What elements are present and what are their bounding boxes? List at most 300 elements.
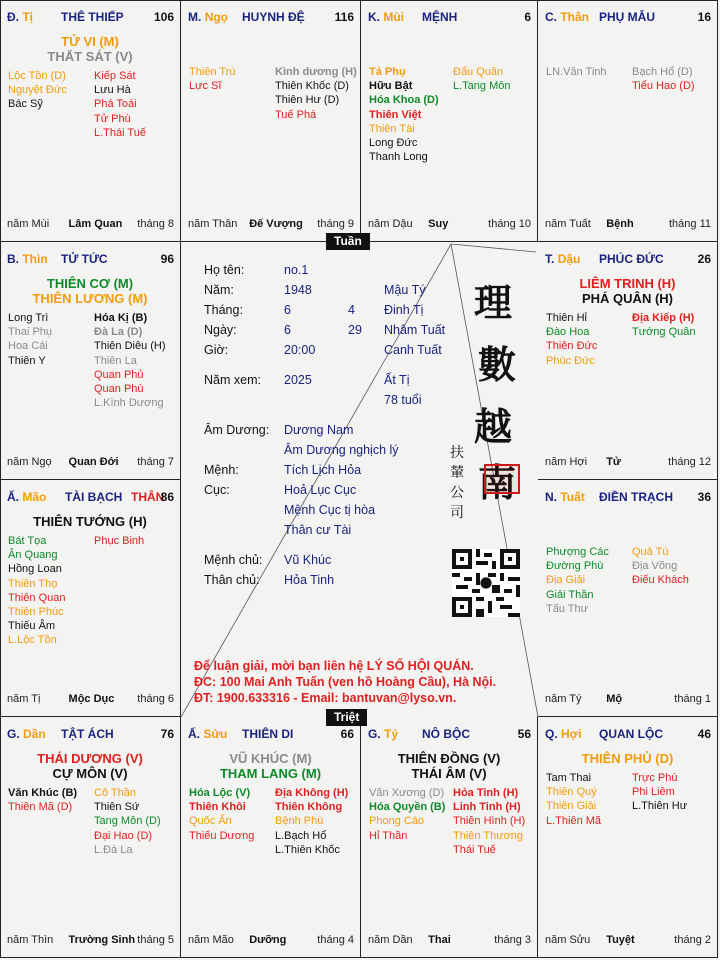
palace-dan — [0, 717, 181, 958]
minor-star: Linh Tinh (H) — [453, 801, 521, 814]
left-star-list — [369, 786, 445, 843]
palace-mao — [0, 480, 181, 717]
minor-star: Thanh Long — [369, 151, 428, 164]
palace-branch-name: Dậu — [557, 252, 581, 266]
calligraphy-small-2: 輦 — [450, 465, 464, 481]
minor-star: Văn Xương (D) — [369, 787, 445, 799]
palace-year: năm Mão — [188, 934, 234, 946]
palace-branch-name: Mão — [22, 490, 47, 504]
major-star: THAM LANG (M) — [219, 766, 322, 781]
palace-branch — [188, 727, 227, 741]
palace-month: tháng 8 — [137, 218, 174, 230]
nam-value: 1948 — [284, 283, 312, 297]
palace-number: 86 — [160, 490, 174, 504]
palace-footer — [188, 934, 354, 947]
palace-year: năm Tị — [7, 693, 41, 705]
palace-branch — [7, 252, 48, 266]
palace-stage: Thai — [428, 934, 451, 946]
palace-header — [188, 727, 354, 741]
palace-number: 106 — [153, 10, 174, 24]
palace-stage: Mộ — [606, 693, 623, 705]
nam-xem-can-chi: Ất Tị — [384, 373, 410, 387]
palace-dau — [538, 242, 718, 480]
minor-star: Tiểu Hao (D) — [632, 80, 695, 93]
major-star: TỬ VI (M) — [61, 34, 119, 49]
minor-star: Thiên Tài — [369, 122, 415, 135]
palace-month: tháng 5 — [137, 934, 174, 946]
palace-year: năm Mùi — [7, 218, 50, 230]
minor-star: Điếu Khách — [632, 574, 689, 587]
palace-suu — [181, 717, 361, 958]
palace-number: 26 — [697, 252, 711, 266]
minor-star: Hóa Kị (B) — [94, 312, 148, 324]
palace-branch — [545, 490, 585, 504]
palace-month: tháng 11 — [668, 218, 711, 230]
palace-stage: Lâm Quan — [68, 218, 123, 230]
minor-star: Bát Tọa — [8, 535, 47, 547]
minor-star: Thiếu Dương — [189, 829, 255, 842]
palace-stem: Ấ. — [7, 490, 19, 504]
minor-star: Ân Quang — [8, 549, 58, 562]
minor-star: Đại Hao (D) — [94, 829, 153, 842]
minor-star: Quan Phù — [94, 383, 144, 396]
major-star: THẤT SÁT (V) — [47, 49, 133, 64]
palace-branch — [545, 252, 580, 266]
palace-month: tháng 9 — [317, 218, 354, 230]
palace-month: tháng 1 — [674, 693, 711, 705]
ho-ten-value: no.1 — [284, 263, 309, 277]
palace-month: tháng 4 — [317, 934, 354, 946]
palace-name: QUAN LỘC — [599, 727, 663, 741]
minor-star: Kiếp Sát — [94, 70, 136, 82]
palace-footer — [368, 218, 531, 231]
minor-star: Phúc Đức — [546, 354, 595, 367]
tuan-marker: Tuần — [326, 233, 370, 250]
palace-footer — [188, 218, 354, 231]
left-star-list — [546, 311, 597, 368]
palace-footer — [545, 693, 711, 706]
palace-month: tháng 10 — [488, 218, 531, 230]
right-star-list — [632, 65, 695, 93]
left-star-list — [369, 65, 439, 164]
palace-month: tháng 3 — [494, 934, 531, 946]
palace-header — [545, 10, 711, 24]
palace-branch — [545, 727, 582, 741]
palace-header — [188, 10, 354, 24]
palace-year: năm Sửu — [545, 934, 591, 946]
minor-star: Quốc Ấn — [189, 815, 232, 828]
right-star-list — [632, 545, 689, 588]
palace-branch-name: Sửu — [203, 727, 228, 741]
gio-can-chi: Canh Tuất — [384, 343, 442, 357]
minor-star: Quan Phủ — [94, 368, 144, 381]
major-star: THIÊN CƠ (M) — [46, 276, 134, 291]
than-chu-value: Hỏa Tinh — [284, 573, 335, 587]
palace-number: 36 — [697, 490, 711, 504]
minor-star: Quả Tú — [632, 546, 669, 558]
minor-star: L.Bạch Hổ — [275, 829, 327, 842]
major-star: THÁI DƯƠNG (V) — [37, 751, 143, 766]
minor-star: Kình dương (H) — [275, 66, 357, 78]
palace-month: tháng 6 — [137, 693, 174, 705]
calligraphy-small-1: 扶 — [450, 445, 464, 461]
right-star-list — [275, 65, 357, 122]
right-star-list — [94, 534, 144, 548]
minor-star: Địa Võng — [632, 560, 678, 573]
palace-branch-name: Tuất — [560, 490, 585, 504]
palace-branch — [368, 727, 398, 741]
palace-number: 56 — [517, 727, 531, 741]
cuc-value: Hoả Lục Cục — [284, 483, 357, 497]
minor-star: Phong Cáo — [369, 815, 425, 828]
minor-star: Thiên Thương — [453, 829, 524, 842]
minor-star: Thái Tuế — [453, 843, 496, 856]
minor-star: Hỉ Thần — [369, 829, 408, 842]
minor-star: L.Tang Môn — [453, 80, 511, 93]
palace-stem: C. — [545, 10, 557, 24]
minor-star: Hỏa Tinh (H) — [453, 787, 519, 799]
palace-header — [368, 727, 531, 741]
minor-star: Tuế Phá — [275, 108, 317, 121]
minor-star: Văn Khúc (B) — [8, 787, 78, 799]
palace-stem: Ấ. — [188, 727, 200, 741]
calligraphy-char-2: 數 — [478, 342, 517, 387]
major-star: LIÊM TRINH (H) — [579, 276, 676, 291]
minor-star: Thiên Không — [275, 801, 343, 814]
minor-star: LN.Văn Tinh — [546, 66, 607, 78]
left-star-list — [189, 65, 235, 93]
palace-month: tháng 12 — [668, 456, 711, 468]
gio-label: Giờ: — [204, 343, 229, 357]
palace-number: 6 — [524, 10, 531, 24]
minor-star: L.Lộc Tồn — [8, 634, 57, 647]
minor-star: Thiên Đức — [546, 340, 598, 353]
palace-year: năm Tuất — [545, 218, 591, 230]
nam-label: Năm: — [204, 283, 234, 297]
minor-star: L.Thiên Khốc — [275, 843, 340, 856]
calligraphy-small-3: 公 — [450, 485, 464, 501]
left-star-list — [546, 65, 607, 79]
palace-tuat — [538, 480, 718, 717]
minor-star: Thiên Hình (H) — [453, 815, 526, 828]
palace-header — [7, 10, 174, 24]
minor-star: Bệnh Phù — [275, 815, 324, 828]
palace-thin — [0, 242, 181, 480]
palace-stem: B. — [7, 252, 19, 266]
palace-stem: K. — [368, 10, 380, 24]
than-chu-label: Thân chủ: — [204, 573, 260, 587]
palace-number: 76 — [160, 727, 174, 741]
gio-value: 20:00 — [284, 343, 316, 357]
menh-value: Tích Lịch Hỏa — [284, 463, 362, 477]
minor-star: Địa Giải — [546, 574, 586, 587]
minor-star: Hữu Bật — [369, 80, 413, 93]
minor-star: Giải Thần — [546, 588, 594, 601]
palace-number: 96 — [160, 252, 174, 266]
palace-name: MỆNH — [422, 10, 458, 24]
minor-star: Nguyệt Đức — [8, 84, 67, 97]
minor-star: Long Đức — [369, 137, 418, 150]
palace-branch — [368, 10, 404, 24]
palace-branch — [7, 490, 46, 504]
palace-stem: Đ. — [7, 10, 19, 24]
palace-branch-name: Hợi — [561, 727, 582, 741]
right-star-list — [94, 311, 166, 410]
thang-am: 4 — [348, 303, 355, 317]
calligraphy-char-3: 越 — [474, 404, 513, 449]
right-star-list — [453, 786, 525, 857]
palace-stage: Tuyệt — [606, 934, 635, 946]
minor-star: Thiếu Âm — [8, 620, 56, 633]
palace-branch-name: Ngọ — [204, 10, 229, 24]
menh-label: Mệnh: — [204, 463, 239, 477]
palace-stem: N. — [545, 490, 557, 504]
left-star-list — [546, 771, 601, 828]
left-star-list — [8, 534, 65, 648]
palace-stem: G. — [7, 727, 20, 741]
left-star-list — [189, 786, 254, 843]
right-star-list — [94, 69, 146, 140]
minor-star: Hoa Cái — [8, 340, 48, 353]
right-star-list — [632, 771, 687, 814]
minor-star: L.Đà La — [94, 843, 133, 856]
minor-star: Hóa Lộc (V) — [189, 787, 251, 799]
palace-name: TẬT ÁCH — [61, 727, 114, 741]
palace-name: TỬ TỨC — [61, 252, 108, 266]
minor-star: Thiên Khốc (D) — [275, 80, 349, 93]
minor-star: L.Thái Tuế — [94, 126, 146, 139]
palace-ty — [361, 717, 538, 958]
minor-star: Thiên Khôi — [189, 801, 246, 814]
palace-branch-name: Tý — [384, 727, 399, 741]
right-star-list — [94, 786, 161, 857]
minor-star: Địa Không (H) — [275, 787, 349, 799]
palace-branch-name: Thân — [560, 10, 590, 24]
ngay-label: Ngày: — [204, 323, 237, 337]
major-star: THIÊN LƯƠNG (M) — [32, 291, 148, 306]
palace-year: năm Dần — [368, 934, 413, 946]
nam-xem-label: Năm xem: — [204, 373, 261, 387]
minor-star: Thiên La — [94, 354, 137, 367]
qr-code — [452, 549, 520, 617]
palace-stem: M. — [188, 10, 202, 24]
palace-ngo — [181, 0, 361, 242]
palace-stage: Dưỡng — [249, 934, 287, 946]
minor-star: Địa Kiếp (H) — [632, 312, 695, 324]
ngay-can-chi: Nhâm Tuất — [384, 323, 446, 337]
minor-star: Hóa Quyền (B) — [369, 801, 446, 814]
major-star: THIÊN ĐỒNG (V) — [397, 751, 501, 766]
right-star-list — [632, 311, 696, 339]
menh-chu-value: Vũ Khúc — [284, 553, 332, 567]
palace-branch — [7, 727, 46, 741]
minor-star: Long Trì — [8, 312, 49, 324]
palace-footer — [7, 456, 174, 469]
minor-star: Bạch Hổ (D) — [632, 66, 693, 78]
minor-star: Tấu Thư — [546, 602, 589, 615]
palace-footer — [7, 218, 174, 231]
minor-star: Phục Binh — [94, 535, 145, 547]
major-star: VŨ KHÚC (M) — [229, 751, 312, 766]
palace-name: PHÚC ĐỨC — [599, 252, 664, 266]
contact-phone-email[interactable]: ĐT: 1900.633316 - Email: bantuvan@lyso.vn. — [194, 691, 457, 705]
right-star-list — [453, 65, 510, 93]
minor-star: Thiên Mã (D) — [8, 801, 73, 814]
than-cu-note: Thân cư Tài — [284, 523, 352, 537]
palace-stem: G. — [368, 727, 381, 741]
minor-star: Thiên Trù — [189, 66, 236, 78]
minor-star: Tam Thai — [546, 772, 592, 784]
palace-header — [545, 490, 711, 504]
left-star-list — [8, 786, 77, 814]
palace-year: năm Dậu — [368, 218, 413, 230]
am-duong-value: Dương Nam — [284, 423, 354, 437]
thang-label: Tháng: — [204, 303, 243, 317]
minor-star: Thiên Thọ — [8, 577, 58, 590]
minor-star: Lưu Hà — [94, 84, 131, 97]
minor-star: Phi Liêm — [632, 786, 675, 799]
major-star: THÁI ÂM (V) — [411, 766, 487, 781]
minor-star: Thiên Quan — [8, 591, 66, 604]
palace-branch — [7, 10, 33, 24]
cuc-label: Cục: — [204, 483, 230, 497]
right-star-list — [275, 786, 348, 857]
ngay-value: 6 — [284, 323, 291, 337]
palace-stage: Mộc Dục — [68, 693, 115, 705]
minor-star: Lực Sĩ — [189, 80, 222, 93]
palace-number: 16 — [697, 10, 711, 24]
minor-star: Thiên Sứ — [94, 801, 140, 814]
palace-branch — [188, 10, 228, 24]
minor-star: Tử Phù — [94, 112, 131, 125]
contact-line-1: Để luận giải, mời bạn liên hệ LÝ SỐ HỘI QUÁN. — [194, 659, 474, 673]
minor-star: L.Thiên Mã — [546, 814, 602, 827]
palace-year: năm Ngọ — [7, 456, 52, 468]
palace-footer — [545, 218, 711, 231]
palace-footer — [368, 934, 531, 947]
cuc-note: Mệnh Cục tị hòa — [284, 503, 376, 517]
minor-star: Hồng Loan — [8, 563, 62, 576]
minor-star: Thiên Hỉ — [546, 312, 587, 324]
minor-star: L.Kình Dương — [94, 397, 164, 410]
palace-name: PHỤ MẪU — [599, 10, 655, 24]
palace-name: NÔ BỘC — [422, 727, 470, 741]
am-duong-label: Âm Dương: — [204, 423, 270, 437]
palace-year: năm Thìn — [7, 934, 54, 946]
than-marker: THÂN — [131, 490, 165, 504]
minor-star: Tang Môn (D) — [94, 815, 161, 828]
minor-star: Thiên Y — [8, 354, 46, 367]
palace-footer — [7, 934, 174, 947]
palace-month: tháng 7 — [137, 456, 174, 468]
minor-star: Thiên Việt — [369, 108, 422, 121]
calligraphy-char-4: 南 — [478, 460, 517, 505]
minor-star: Lộc Tồn (D) — [8, 70, 66, 82]
minor-star: Đà La (D) — [94, 326, 143, 339]
left-star-list — [8, 311, 52, 368]
palace-name: THÊ THIẾP — [61, 10, 124, 24]
major-star: THIÊN TƯỚNG (H) — [33, 514, 147, 529]
menh-chu-label: Mệnh chủ: — [204, 553, 263, 567]
palace-stage: Quan Đới — [68, 456, 119, 468]
palace-name: ĐIỀN TRẠCH — [599, 490, 673, 504]
palace-branch-name: Thìn — [22, 252, 48, 266]
palace-hoi — [538, 717, 718, 958]
palace-than — [538, 0, 718, 242]
palace-number: 116 — [334, 10, 354, 24]
palace-name: TÀI BẠCH — [65, 490, 123, 504]
palace-month: tháng 2 — [674, 934, 711, 946]
tuoi-value: 78 tuổi — [384, 393, 422, 407]
palace-stem: T. — [545, 252, 555, 266]
palace-number: 46 — [697, 727, 711, 741]
minor-star: Phá Toái — [94, 98, 137, 111]
palace-stage: Trường Sinh — [68, 934, 136, 946]
palace-footer — [545, 456, 711, 469]
nam-xem-value: 2025 — [284, 373, 312, 387]
palace-number: 66 — [340, 727, 354, 741]
minor-star: L.Thiên Hư — [632, 800, 688, 813]
palace-name: THIÊN DI — [242, 727, 294, 741]
palace-year: năm Tý — [545, 693, 582, 705]
minor-star: Đẩu Quân — [453, 66, 504, 78]
left-star-list — [546, 545, 609, 616]
palace-branch — [545, 10, 589, 24]
palace-stage: Đế Vượng — [249, 218, 303, 230]
minor-star: Cô Thần — [94, 787, 136, 799]
palace-header — [7, 252, 174, 266]
palace-header — [368, 10, 531, 24]
major-star: PHÁ QUÂN (H) — [582, 291, 673, 306]
minor-star: Thiên Hư (D) — [275, 94, 340, 107]
minor-star: Thiên Quý — [546, 786, 597, 799]
am-duong-note: Âm Dương nghịch lý — [284, 443, 399, 457]
minor-star: Trực Phù — [632, 772, 678, 784]
palace-name: HUYNH ĐỆ — [242, 10, 305, 24]
thang-value: 6 — [284, 303, 291, 317]
minor-star: Thiên Phúc — [8, 606, 64, 619]
palace-stage: Bệnh — [606, 218, 634, 230]
palace-year: năm Hợi — [545, 456, 588, 468]
major-star: CỰ MÔN (V) — [52, 766, 128, 781]
minor-star: Thiên Giải — [546, 800, 597, 813]
minor-star: Phượng Các — [546, 546, 609, 558]
palace-footer — [545, 934, 711, 947]
major-star: THIÊN PHỦ (D) — [581, 751, 674, 766]
calligraphy-small-4: 司 — [450, 505, 464, 521]
minor-star: Tả Phụ — [369, 66, 406, 78]
palace-year: năm Thân — [188, 218, 238, 230]
thang-can-chi: Đinh Tị — [384, 303, 424, 317]
palace-footer — [7, 693, 174, 706]
palace-stage: Tử — [606, 456, 621, 468]
minor-star: Tướng Quân — [632, 326, 696, 339]
palace-ti — [0, 0, 181, 242]
palace-header — [7, 727, 174, 741]
ngay-am: 29 — [348, 323, 362, 337]
contact-address: ĐC: 100 Mai Anh Tuấn (ven hồ Hoàng Cầu), Hà Nội. — [194, 675, 497, 689]
palace-branch-name: Mùi — [383, 10, 405, 24]
minor-star: Bác Sỹ — [8, 98, 43, 111]
minor-star: Đào Hoa — [546, 326, 590, 339]
ho-ten-label: Họ tên: — [204, 263, 245, 277]
palace-mui — [361, 0, 538, 242]
nam-can-chi: Mậu Tý — [384, 283, 426, 297]
palace-branch-name: Tị — [22, 10, 34, 24]
palace-stage: Suy — [428, 218, 449, 230]
minor-star: Thiên Diêu (H) — [94, 340, 166, 353]
palace-header — [545, 727, 711, 741]
